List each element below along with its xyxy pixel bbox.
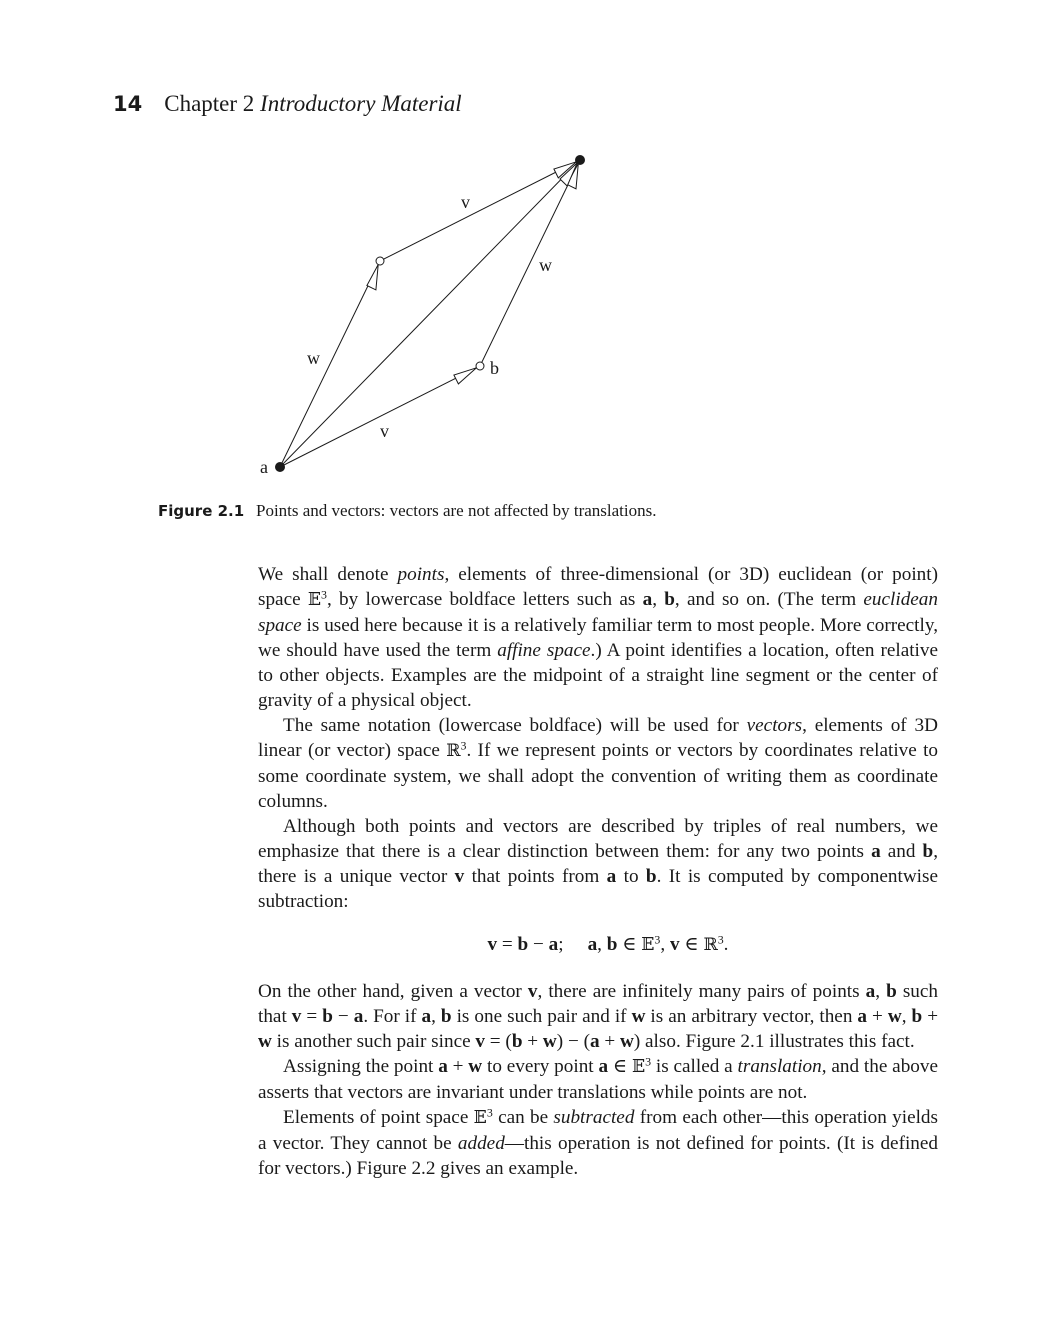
chapter-title: Introductory Material	[260, 91, 462, 116]
arrowhead-v-bottom	[454, 368, 477, 384]
point-a-plus-w	[376, 257, 384, 265]
vector-v-top	[380, 160, 580, 261]
diagonal-vector	[280, 160, 580, 467]
equation: v = b − a; a, b ∈ 𝔼$^3$, v ∈ ℝ$^3$.	[487, 932, 729, 955]
body-text	[258, 562, 938, 1181]
paragraph-1: We shall denote points, elements of three-dimensional (or 3D) euclidean (or point) space 𝔼$^3$, by lowercase boldface letters such as a, b, and so on. (The term euclidean space is used here because it is a relatively familiar term to most people. More correctly, we should have used the term affine space.) A point identifies a location, often relative to other objects. Examples are the midpoint of a straight line segment or the center of gravity of a physical object.	[258, 564, 938, 711]
label-v-top: v	[461, 192, 470, 212]
point-a-plus-w-plus-v	[575, 155, 585, 165]
chapter-number: Chapter 2	[164, 91, 255, 116]
point-b	[476, 362, 484, 370]
paragraph-6: Elements of point space 𝔼$^3$ can be subtracted from each other—this operation yields a vector. They cannot be added—this operation is not defined for points. (It is defined for vectors.) Figure 2.2 gives an example.	[258, 1105, 938, 1179]
figure-caption	[158, 500, 958, 522]
caption-label: Figure 2.1	[158, 502, 245, 520]
figure-points-vectors	[240, 148, 620, 488]
vector-v-bottom	[280, 366, 480, 467]
arrowhead-w-left	[367, 265, 378, 290]
paragraph-5: Assigning the point a + w to every point a ∈ 𝔼$^3$ is called a translation, and the above asserts that vectors are invariant under translations while points are not.	[258, 1054, 938, 1103]
label-a: a	[260, 457, 268, 477]
page-number: 14	[113, 92, 143, 116]
label-v-bottom: v	[380, 421, 389, 441]
label-w-left: w	[307, 348, 320, 368]
paragraph-2: The same notation (lowercase boldface) will be used for vectors, elements of 3D linear (or vector) space ℝ$^3$. If we represent points or vectors by coordinates relative to some coordinate system, we shall adopt the convention of writing them as coordinate columns.	[258, 715, 938, 812]
paragraph-3: Although both points and vectors are described by triples of real numbers, we emphasize that there is a clear distinction between them: for any two points a and b, there is a unique vector v that points from a to b. It is computed by componentwise subtraction:	[258, 816, 938, 912]
point-a	[275, 462, 285, 472]
running-header	[113, 88, 462, 120]
vector-w-left	[280, 261, 380, 467]
paragraph-4: On the other hand, given a vector v, there are infinitely many pairs of points a, b such that v = b − a. For if a, b is one such pair and if w is an arbitrary vector, then a + w, b + w is another such pair since v = (b + w) − (a + w) also. Figure 2.1 illustrates this fact.	[258, 981, 939, 1052]
caption-text: Points and vectors: vectors are not affected by translations.	[256, 501, 657, 520]
label-b: b	[490, 358, 499, 378]
label-w-right: w	[539, 255, 552, 275]
vector-w-right	[480, 160, 580, 366]
